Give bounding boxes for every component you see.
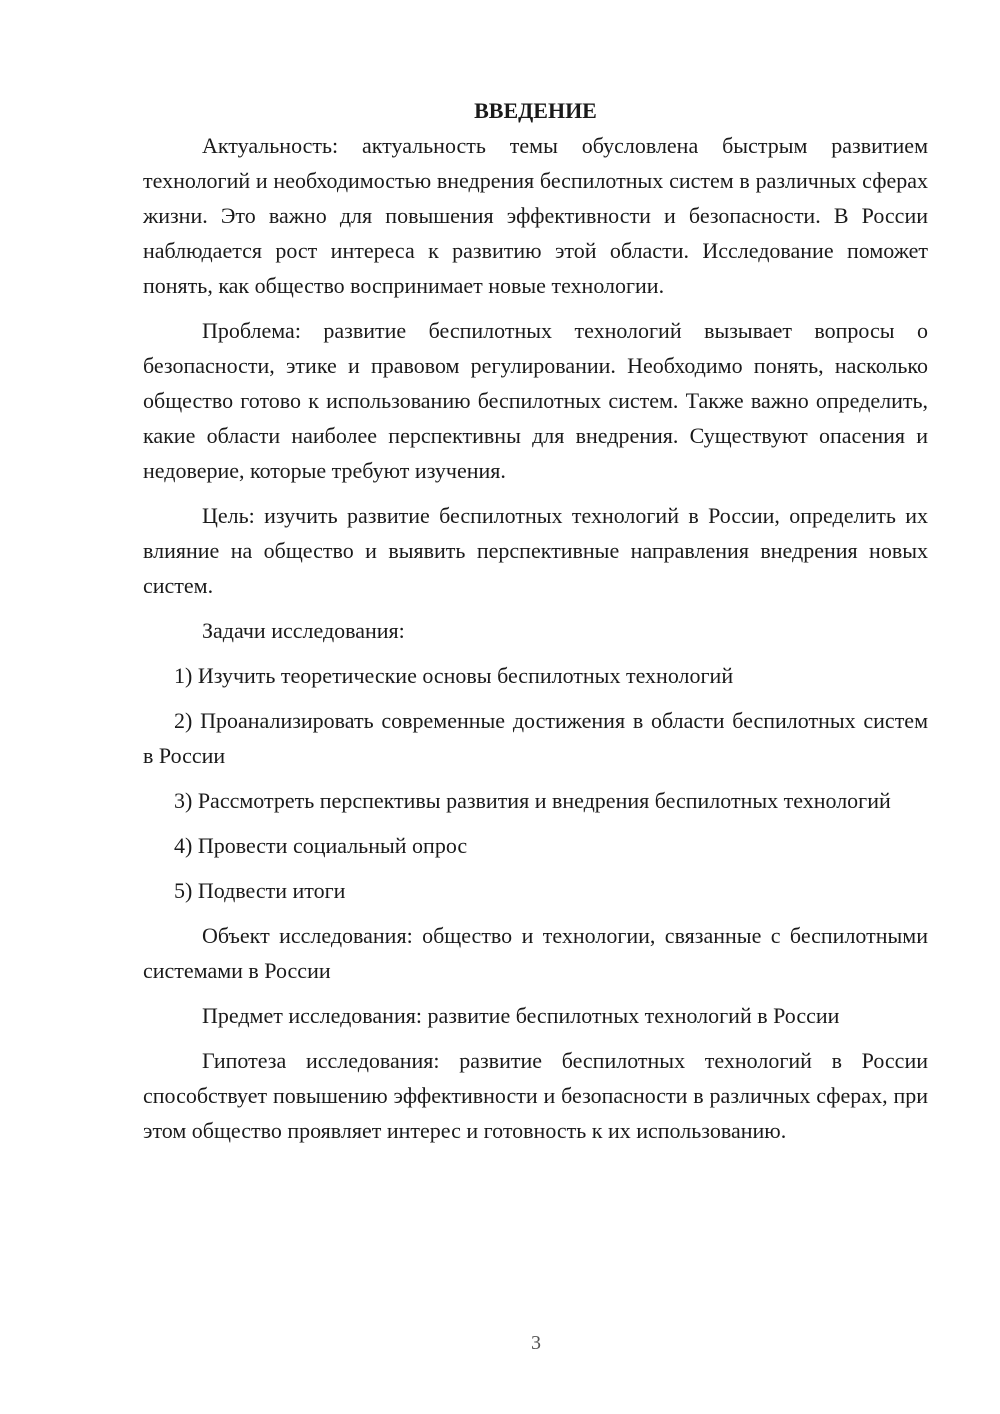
document-page [143,94,928,1148]
spacer [143,603,928,613]
tasks-intro: Задачи исследования: [202,618,405,643]
spacer [143,693,928,703]
spacer [143,818,928,828]
page-number: 3 [531,1332,541,1354]
task-item-3: 3) Рассмотреть перспективы развития и внедрения беспилотных технологий [174,788,891,813]
spacer [143,648,928,658]
task-item-5: 5) Подвести итоги [174,878,346,903]
object-paragraph: Объект исследования: общество и технологии, связанные с беспилотными системами в России [143,923,928,983]
spacer [143,863,928,873]
spacer [143,908,928,918]
task-item-2: 2) Проанализировать современные достижения в области беспилотных систем в России [143,708,928,768]
task-item-4: 4) Провести социальный опрос [174,833,468,858]
goal-paragraph: Цель: изучить развитие беспилотных технологий в России, определить их влияние на общество и выявить перспективные направления внедрения новых систем. [143,503,928,598]
section-heading: ВВЕДЕНИЕ [474,98,597,123]
hypothesis-paragraph: Гипотеза исследования: развитие беспилотных технологий в России способствует повышению эффективности и безопасности в различных сферах, при этом общество проявляет интерес и готовность к их использованию. [143,1048,928,1143]
task-item-1: 1) Изучить теоретические основы беспилотных технологий [174,663,734,688]
spacer [143,988,928,998]
relevance-paragraph: Актуальность: актуальность темы обусловлена быстрым развитием технологий и необходимостью внедрения беспилотных систем в различных сферах жизни. Это важно для повышения эффективности и безопасности. В России наблюдается рост интереса к развитию этой области. Исследование поможет понять, как общество воспринимает новые технологии. [143,133,928,298]
spacer [143,488,928,498]
spacer [143,1033,928,1043]
spacer [143,303,928,313]
problem-paragraph: Проблема: развитие беспилотных технологий вызывает вопросы о безопасности, этике и правовом регулировании. Необходимо понять, насколько общество готово к использованию беспилотных систем. Также важно определить, какие области наиболее перспективны для внедрения. Существуют опасения и недоверие, которые требуют изучения. [143,318,928,483]
spacer [143,773,928,783]
subject-paragraph: Предмет исследования: развитие беспилотных технологий в России [202,1003,840,1028]
